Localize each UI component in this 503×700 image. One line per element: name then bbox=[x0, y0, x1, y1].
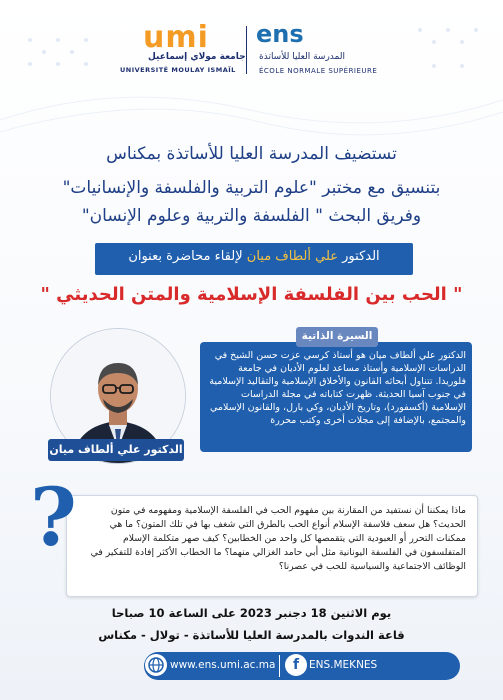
photo-caption: الدكتور علي ألطاف ميان bbox=[49, 443, 183, 456]
bio-label: السيرة الذاتية bbox=[301, 330, 373, 342]
logo-separator bbox=[246, 26, 247, 74]
banner-suffix: لإلقاء محاضرة بعنوان bbox=[128, 249, 243, 264]
facebook-link[interactable]: ENS.MEKNES bbox=[309, 659, 378, 671]
questions-text: ماذا يمكننا أن نستفيد من المقارنة بين مفهوم الحب في الفلسفة الإسلامية ومفهومه في متون الحديث؟ هل سعف فلاسفة الإسلام أنواع الحب بالطرق التي شغف بها في تلك المتون؟ ما هي ممكنات التحرر أو العبودية التي يتقمصها كل واحد من الخطابين؟ كيف صهر متكلمة الإسلام المتفلسفون في الفلسفة اليونانية مثل أبي حامد الغزالي منهما؟ ما الخطاب الأكثر إفادة للتفكير في الوظائف الاجتماعية والسياسية للحب في عصرنا؟ bbox=[90, 505, 466, 572]
ens-logo: ens bbox=[256, 20, 304, 48]
facebook-icon[interactable]: f bbox=[285, 654, 307, 676]
intro-line-3: وفريق البحث " الفلسفة والتربية وعلوم الإنسان" bbox=[81, 206, 422, 226]
event-venue: قاعة الندوات بالمدرسة العليا للأساتذة - تولال - مكناس bbox=[98, 628, 405, 642]
website-link[interactable]: www.ens.umi.ac.ma bbox=[170, 659, 276, 671]
speaker-banner-text bbox=[95, 249, 413, 264]
decorative-dots bbox=[0, 0, 503, 140]
question-mark-icon: ? bbox=[30, 470, 77, 564]
ens-arabic-name: المدرسة العليا للأساتذة bbox=[259, 52, 345, 62]
banner-speaker-name: علي ألطاف ميان bbox=[246, 249, 339, 264]
umi-french-name: UNIVERSITÉ MOULAY ISMAÏL bbox=[120, 66, 236, 74]
intro-line-1: تستضيف المدرسة العليا للأساتذة بمكناس bbox=[106, 144, 397, 164]
umi-arabic-name: جامعة مولاي إسماعيل bbox=[148, 52, 246, 62]
bio-text: الدكتور علي ألطاف ميان هو أستاذ كرسي عزت حسن الشيخ في الدراسات الإسلامية وأستاذ مساعد لعلوم الأديان في جامعة فلوريدا. تتناول أبحاثه القانون والأخلاق الإسلامية والتقاليد الإسلامية في جنوب آسيا الحديثة. ظهرت كتاباته في مجلة الدراسات الإسلامية (أكسفورد)، وتاريخ الأديان، وكي بارل، والقانون الإسلامي والمجتمع، بالإضافة إلى مجلات أخرى وكتب محررة bbox=[209, 350, 466, 426]
globe-icon bbox=[145, 654, 167, 676]
ens-french-name: ÉCOLE NORMALE SUPÉRIEURE bbox=[259, 67, 378, 75]
footer-separator bbox=[279, 655, 280, 677]
event-date: يوم الاثنين 18 دجنبر 2023 على الساعة 10 صباحا bbox=[111, 606, 392, 620]
umi-logo: umi bbox=[143, 20, 209, 55]
lecture-title: " الحب بين الفلسفة الإسلامية والمتن الحديثي " bbox=[40, 284, 463, 305]
intro-line-2: بتنسيق مع مختبر "علوم التربية والفلسفة والإنسانيات" bbox=[62, 178, 441, 198]
banner-prefix: الدكتور bbox=[342, 249, 380, 264]
